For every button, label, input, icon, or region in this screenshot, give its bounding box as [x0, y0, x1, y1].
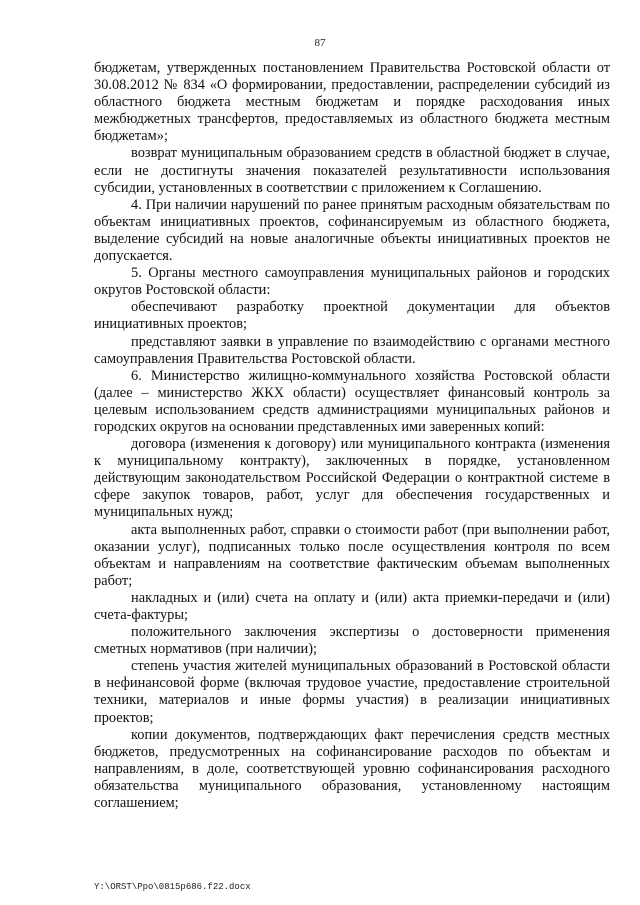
paragraph: 5. Органы местного самоуправления муниципальных районов и городских округов Ростовской области:: [94, 265, 610, 299]
paragraph: обеспечивают разработку проектной документации для объектов инициативных проектов;: [94, 299, 610, 333]
paragraph: накладных и (или) счета на оплату и (или) акта приемки-передачи и (или) счета-фактуры;: [94, 589, 610, 623]
paragraph: представляют заявки в управление по взаимодействию с органами местного самоуправления Правительства Ростовской области.: [94, 333, 610, 367]
paragraph: степень участия жителей муниципальных образований в Ростовской области в нефинансовой форме (включая трудовое участие, предоставление строительной техники, материалов и иные формы участия) в реализации инициативных проектов;: [94, 658, 610, 726]
document-body: [94, 60, 610, 812]
file-path-footer: Y:\ORST\Ppo\0815p686.f22.docx: [94, 882, 251, 892]
paragraph: возврат муниципальным образованием средств в областной бюджет в случае, если не достигнуты значения показателей результативности использования субсидии, установленных в соответствии с приложением к Соглашению.: [94, 145, 610, 196]
paragraph: копии документов, подтверждающих факт перечисления средств местных бюджетов, предусмотренных на софинансирование расходов по объектам и направлениям, в доле, соответствующей уровню софинансирования расходного обязательства муниципального образования, установленному настоящим соглашением;: [94, 726, 610, 812]
paragraph: договора (изменения к договору) или муниципального контракта (изменения к муниципальному контракту), заключенных в порядке, установленном действующим законодательством Российской Федерации о контрактной системе в сфере закупок товаров, работ, услуг для обеспечения государственных и муниципальных нужд;: [94, 436, 610, 521]
paragraph: 4. При наличии нарушений по ранее принятым расходным обязательствам по объектам инициативных проектов, софинансируемым из областного бюджета, выделение субсидий на новые аналогичные объекты инициативных проектов не допускается.: [94, 196, 610, 265]
page-number: 87: [314, 37, 326, 49]
paragraph: акта выполненных работ, справки о стоимости работ (при выполнении работ, оказании услуг), подписанных только после осуществления контроля по всем объектам и направлениям на соответствие фактическим объемам выполненных работ;: [94, 521, 610, 589]
paragraph: 6. Министерство жилищно-коммунального хозяйства Ростовской области (далее – министерство ЖКХ области) осуществляет финансовый контроль за целевым использованием средств администрациями муниципальных районов и городских округов на основании представленных ими заверенных копий:: [94, 367, 610, 435]
paragraph: бюджетам, утвержденных постановлением Правительства Ростовской области от 30.08.2012 № 834 «О формировании, предоставлении, распределении субсидий из областного бюджета местным бюджетам и порядке расходования иных межбюджетных трансфертов, предоставляемых из областного бюджета местным бюджетам»;: [94, 60, 610, 145]
paragraph: положительного заключения экспертизы о достоверности применения сметных нормативов (при наличии);: [94, 624, 610, 658]
